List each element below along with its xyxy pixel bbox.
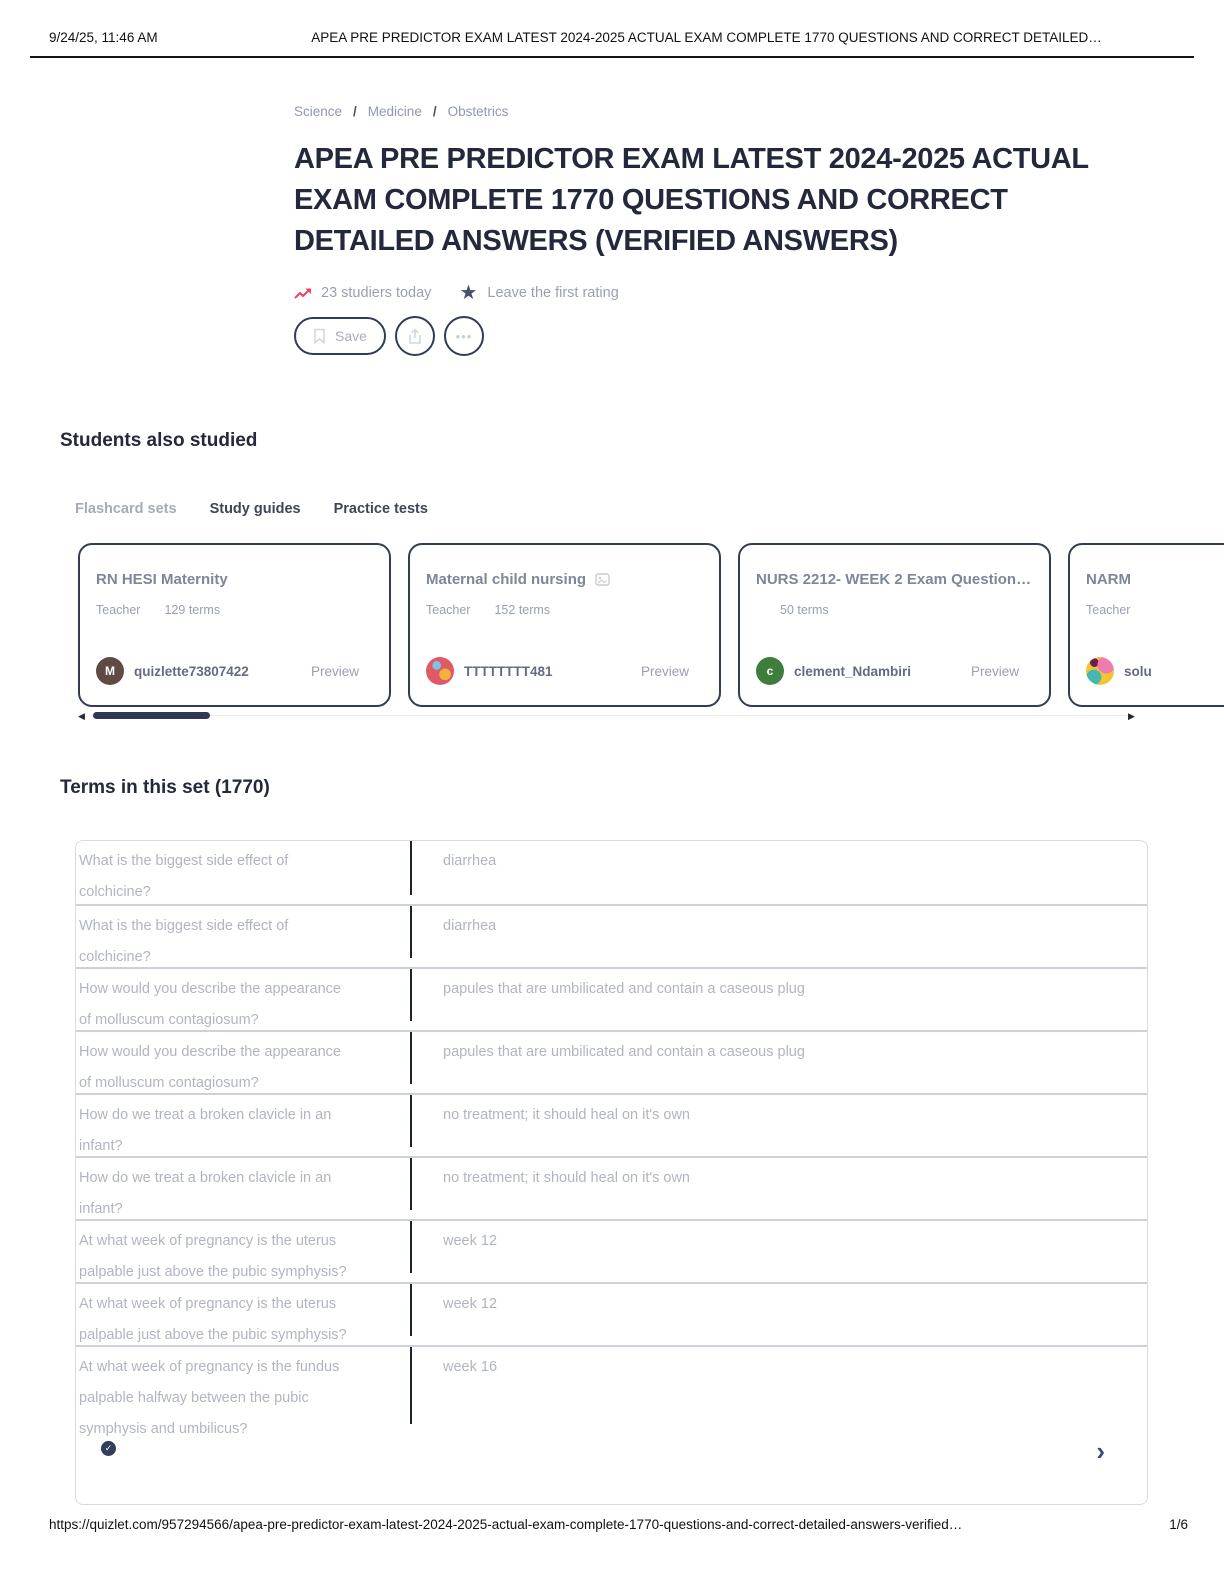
card-title: NARM — [1086, 571, 1131, 588]
card-username[interactable]: quizlette73807422 — [134, 663, 249, 679]
also-studied-tabs — [75, 501, 428, 517]
scroll-left-icon[interactable]: ◀ — [78, 711, 85, 721]
table-row — [76, 904, 1147, 967]
table-row — [76, 1282, 1147, 1345]
share-button[interactable] — [395, 316, 435, 356]
set-stats-row — [294, 283, 1146, 303]
term-answer: papules that are umbilicated and contain a caseous plug — [410, 1032, 1147, 1093]
also-studied-heading: Students also studied — [60, 430, 258, 451]
print-datetime: 9/24/25, 11:46 AM — [49, 30, 158, 45]
term-question: How do we treat a broken clavicle in an infant? — [79, 1170, 332, 1217]
header-divider — [30, 56, 1194, 58]
terms-count: 50 terms — [780, 603, 829, 617]
term-answer: week 12 — [410, 1221, 1147, 1282]
trending-up-icon — [294, 287, 312, 300]
card-footer — [96, 657, 359, 685]
card-footer — [1086, 657, 1224, 685]
avatar: M — [96, 657, 124, 685]
avatar — [426, 657, 454, 685]
image-icon — [595, 573, 610, 586]
card-title-text: Maternal child nursing — [426, 571, 587, 588]
term-question: At what week of pregnancy is the uterus palpable just above the pubic symphysis? — [79, 1233, 347, 1280]
table-row — [76, 1093, 1147, 1156]
page-title: APEA PRE PREDICTOR EXAM LATEST 2024-2025 ACTUAL EXAM COMPLETE 1770 QUESTIONS AND CORRECT DETAILED ANSWERS (VERIFIED ANSWERS) — [294, 143, 1089, 257]
breadcrumb — [294, 104, 1146, 119]
term-answer: papules that are umbilicated and contain a caseous plug — [410, 969, 1147, 1030]
breadcrumb-medicine[interactable]: Medicine — [367, 104, 422, 119]
breadcrumb-obstetrics[interactable]: Obstetrics — [447, 104, 509, 119]
card-meta — [426, 603, 703, 617]
study-set-card[interactable] — [1068, 543, 1224, 707]
page-number: 1/6 — [1169, 1517, 1188, 1532]
more-options-button[interactable] — [444, 316, 484, 356]
term-answer: diarrhea — [410, 906, 1147, 967]
bookmark-icon — [313, 328, 326, 344]
table-row — [76, 841, 1147, 904]
card-meta — [756, 603, 1033, 617]
card-title — [426, 571, 703, 588]
tab-flashcard-sets[interactable]: Flashcard sets — [75, 501, 177, 517]
preview-link[interactable]: Preview — [310, 663, 359, 679]
card-meta — [1086, 603, 1224, 617]
check-icon: ✓ — [104, 1443, 113, 1453]
card-username[interactable]: TTTTTTTT481 — [464, 663, 553, 679]
avatar: c — [756, 657, 784, 685]
terms-count: 152 terms — [494, 603, 551, 617]
tab-practice-tests[interactable]: Practice tests — [333, 501, 428, 517]
preview-link[interactable]: Preview — [970, 663, 1019, 679]
studiers-count: 23 studiers today — [321, 285, 432, 301]
term-question: At what week of pregnancy is the fundus palpable halfway between the pubic symphysis and umbilicus? — [79, 1359, 340, 1437]
term-answer: no treatment; it should heal on it's own — [410, 1158, 1147, 1219]
card-username[interactable]: clement_Ndambiri — [794, 663, 912, 679]
tab-study-guides[interactable]: Study guides — [209, 501, 301, 517]
term-question: What is the biggest side effect of colchicine? — [79, 853, 289, 900]
terms-count: 129 terms — [164, 603, 221, 617]
term-question: At what week of pregnancy is the uterus palpable just above the pubic symphysis? — [79, 1296, 347, 1343]
scroll-right-icon[interactable]: ▶ — [1128, 711, 1135, 721]
term-question: How do we treat a broken clavicle in an infant? — [79, 1107, 332, 1154]
table-row — [76, 1030, 1147, 1093]
term-question: What is the biggest side effect of colchicine? — [79, 918, 289, 965]
scrollbar-track[interactable] — [91, 715, 1126, 716]
table-row — [76, 1345, 1147, 1437]
rating-prompt[interactable]: Leave the first rating — [487, 285, 619, 301]
terms-heading: Terms in this set (1770) — [60, 777, 270, 798]
study-set-card[interactable] — [738, 543, 1051, 707]
more-options-icon: ••• — [455, 328, 473, 344]
save-button[interactable] — [294, 317, 386, 355]
term-answer: week 12 — [410, 1284, 1147, 1345]
print-page-title: APEA PRE PREDICTOR EXAM LATEST 2024-2025 ACTUAL EXAM COMPLETE 1770 QUESTIONS AND CORRECT DETAILED… — [311, 30, 1102, 45]
card-footer — [756, 657, 1019, 685]
print-header — [49, 30, 1184, 48]
term-answer: week 16 — [410, 1347, 1147, 1433]
card-title: NURS 2212- WEEK 2 Exam Question… — [756, 571, 1032, 588]
next-terms-chevron[interactable]: › — [1096, 1436, 1105, 1466]
save-button-label: Save — [335, 328, 367, 344]
breadcrumb-separator: / — [353, 104, 357, 119]
preview-link[interactable]: Preview — [640, 663, 689, 679]
card-title: RN HESI Maternity — [96, 571, 228, 588]
term-answer: no treatment; it should heal on it's own — [410, 1095, 1147, 1156]
term-answer: diarrhea — [410, 841, 1147, 904]
card-username[interactable]: solu — [1124, 663, 1152, 679]
cards-row — [78, 543, 1224, 707]
breadcrumb-science[interactable]: Science — [294, 104, 343, 119]
share-icon — [407, 328, 423, 345]
page-url: https://quizlet.com/957294566/apea-pre-predictor-exam-latest-2024-2025-actual-exam-complete-1770-questions-and-correct-detailed-answers-verified… — [49, 1517, 963, 1532]
breadcrumb-separator: / — [432, 104, 437, 119]
table-row — [76, 1219, 1147, 1282]
term-question: How would you describe the appearance of molluscum contagiosum? — [79, 1044, 341, 1091]
print-footer — [49, 1517, 1188, 1532]
cards-scrollbar — [78, 710, 1140, 722]
card-footer — [426, 657, 689, 685]
study-set-card[interactable] — [78, 543, 391, 707]
teacher-badge: Teacher — [426, 603, 471, 617]
teacher-badge: Teacher — [96, 603, 141, 617]
star-icon: ★ — [459, 282, 478, 304]
terms-table — [75, 840, 1148, 1505]
set-header — [294, 104, 1146, 356]
set-actions — [294, 316, 1146, 356]
also-studied-carousel — [78, 543, 1224, 709]
term-question: How would you describe the appearance of molluscum contagiosum? — [79, 981, 341, 1028]
table-row — [76, 1156, 1147, 1219]
cards-scrollbar-thumb[interactable] — [93, 712, 210, 719]
table-row — [76, 967, 1147, 1030]
card-meta — [96, 603, 373, 617]
badge-check-icon[interactable] — [101, 1441, 116, 1456]
teacher-badge: Teacher — [1086, 603, 1131, 617]
study-set-card[interactable] — [408, 543, 721, 707]
avatar — [1086, 657, 1114, 685]
